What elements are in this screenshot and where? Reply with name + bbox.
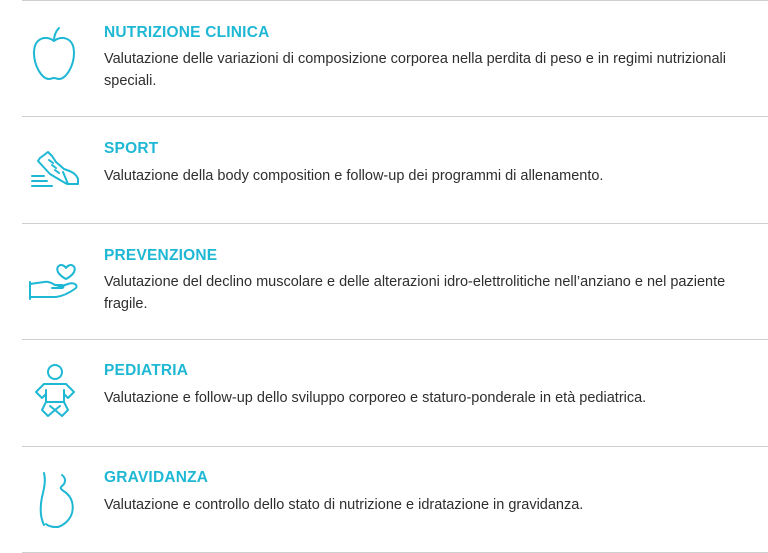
- item-description: Valutazione e controllo dello stato di nutrizione e idratazione in gravidanza.: [104, 497, 584, 513]
- apple-icon: [22, 22, 86, 86]
- list-item-prevenzione: [0, 224, 768, 339]
- sneaker-icon: [22, 139, 86, 203]
- item-title: NUTRIZIONE CLINICA: [104, 24, 270, 41]
- item-title: SPORT: [104, 140, 159, 157]
- item-description: Valutazione e follow-up dello sviluppo corporeo e staturo-ponderale in età pediatrica.: [104, 390, 647, 406]
- hand-heart-icon: [22, 246, 86, 310]
- item-title: GRAVIDANZA: [104, 469, 209, 486]
- item-title: PREVENZIONE: [104, 247, 218, 264]
- item-description: Valutazione delle variazioni di composizione corporea nella perdita di peso e in regimi nutrizionali speciali.: [104, 51, 726, 89]
- list-item-sport: [0, 117, 768, 223]
- list-item-pediatria: [0, 340, 768, 446]
- list-item-nutrizione-clinica: [0, 0, 768, 116]
- item-title: PEDIATRIA: [104, 362, 189, 379]
- item-description: Valutazione del declino muscolare e delle alterazioni idro-elettrolitiche nell’anziano e nel paziente fragile.: [104, 274, 726, 312]
- item-description: Valutazione della body composition e follow-up dei programmi di allenamento.: [104, 168, 604, 184]
- pregnancy-icon: [22, 469, 86, 533]
- baby-icon: [22, 360, 86, 424]
- list-item-gravidanza: [0, 447, 768, 553]
